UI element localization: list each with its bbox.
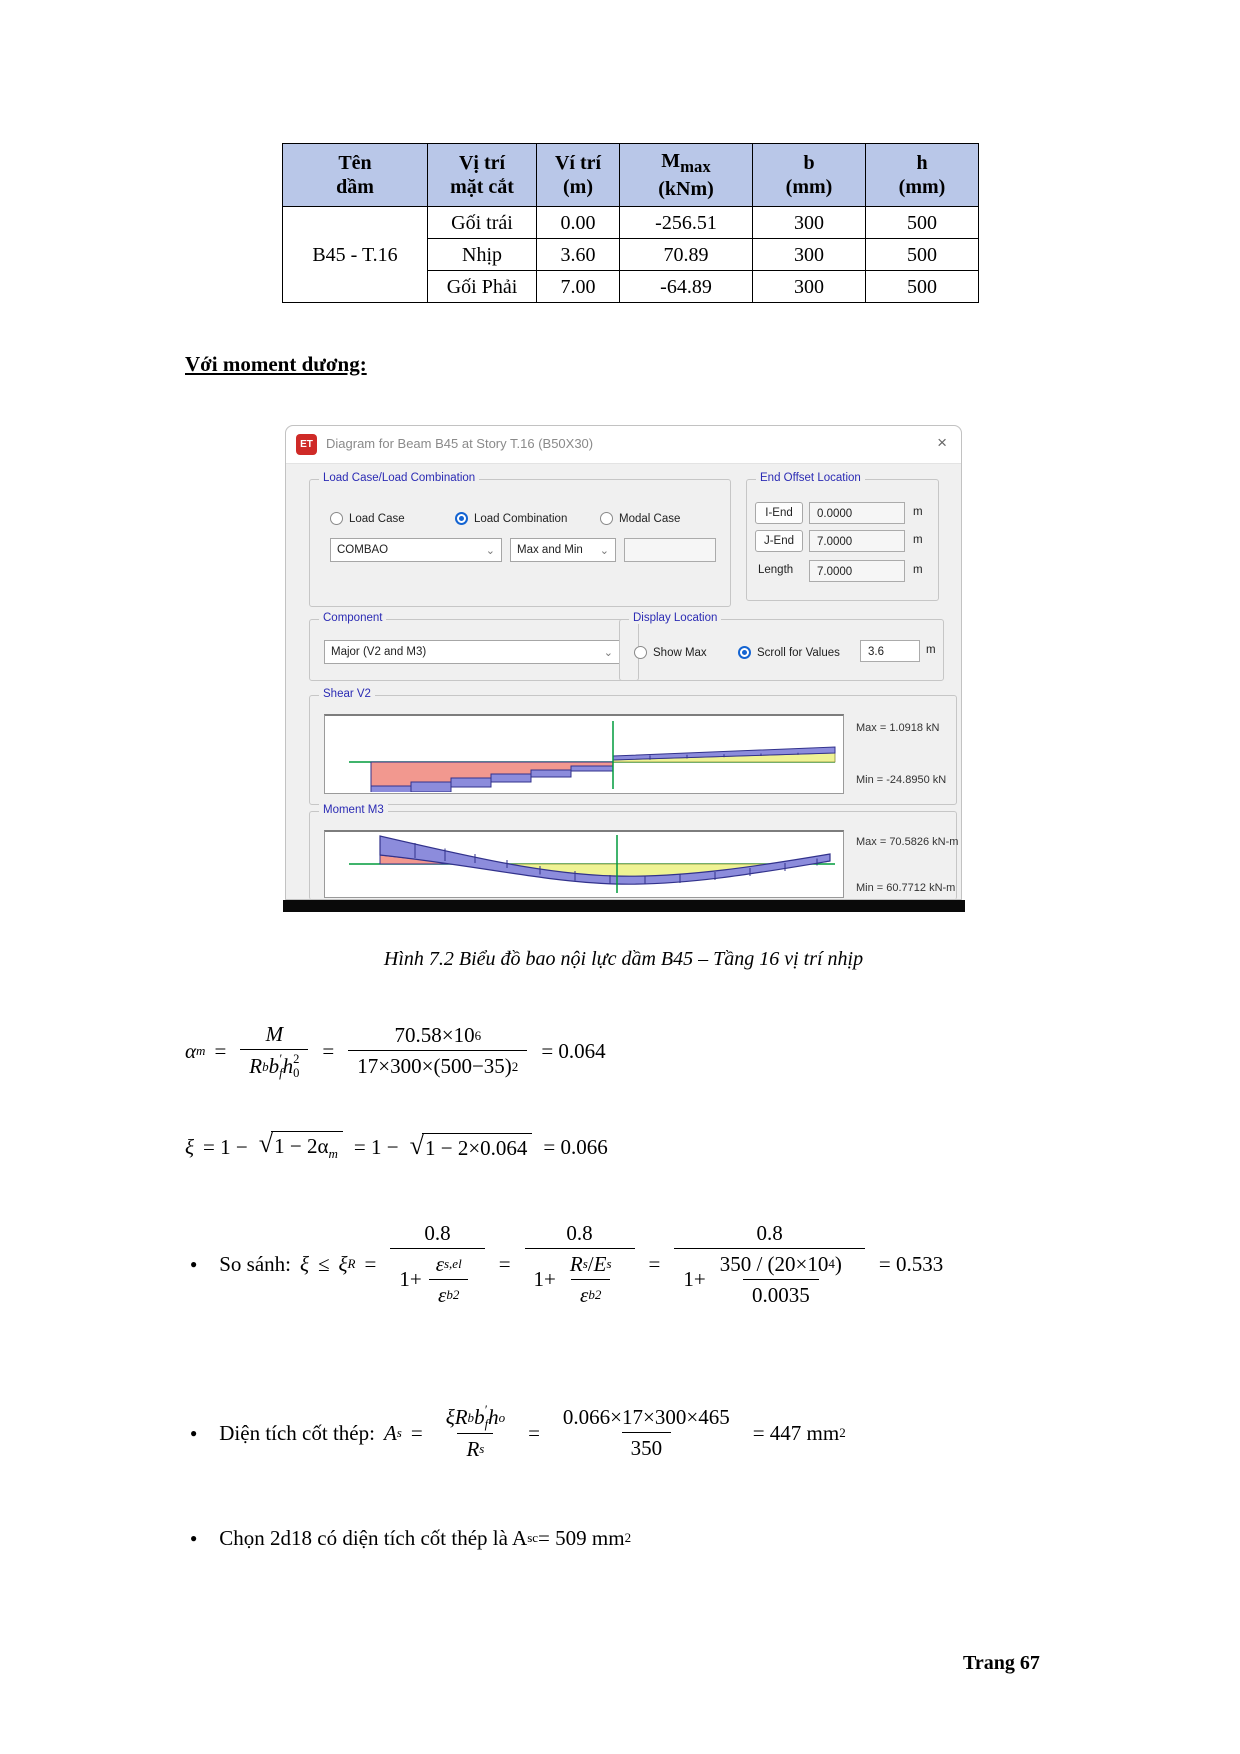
header-vi-tri-mat-cat: Vị trí mặt cắt xyxy=(428,144,537,207)
mmax-cell: -64.89 xyxy=(620,271,753,303)
scroll-location-input[interactable]: 3.6 xyxy=(860,640,920,662)
shear-v2-group xyxy=(309,688,957,805)
beam-table xyxy=(282,143,979,303)
square-root: √ $1 - 2\alpha_m$ xyxy=(259,1131,343,1162)
fraction: 70.58×10 6 17×300×(500−35) 2 xyxy=(348,1023,527,1079)
length-label: Length xyxy=(758,564,794,576)
length-value: 7.0000 xyxy=(809,560,905,582)
load-case-group-label: Load Case/Load Combination xyxy=(319,472,479,484)
moment-m3-group xyxy=(309,804,959,900)
formula-xi: ξ = 1 − √ $1 - 2\alpha_m$ = 1 − √ 1 − 2×0.064 = 0.066 xyxy=(185,1129,608,1162)
moment-min-value: Min = 60.7712 kN-m xyxy=(856,882,956,894)
fraction: 350 / (20×10 4 ) 0.0035 xyxy=(719,1251,842,1307)
square-root: √ 1 − 2×0.064 xyxy=(410,1133,533,1161)
x-cell: 0.00 xyxy=(537,207,620,239)
fraction: R s / E s ε b2 xyxy=(569,1251,612,1307)
h-cell: 500 xyxy=(866,271,979,303)
dialog-titlebar[interactable] xyxy=(286,426,961,464)
shear-min-value: Min = -24.8950 kN xyxy=(856,774,947,786)
combo-component[interactable]: Major (V2 and M3) ⌄ xyxy=(324,640,620,664)
radio-selected-icon[interactable] xyxy=(738,646,751,659)
scroll-location-unit: m xyxy=(926,644,936,656)
combo-load-combination[interactable]: COMBAO ⌄ xyxy=(330,538,502,562)
fraction: ε s,el ε b2 xyxy=(427,1252,471,1308)
shear-max-value: Max = 1.0918 kN xyxy=(856,722,940,734)
fraction: ξR b b ′ f h o R s xyxy=(445,1403,506,1461)
j-end-unit: m xyxy=(913,534,923,546)
section-heading: Với moment dương: xyxy=(185,352,367,376)
section-cell: Gối Phải xyxy=(428,271,537,303)
i-end-value: 0.0000 xyxy=(809,502,905,524)
component-group-label: Component xyxy=(319,612,386,624)
close-icon[interactable]: × xyxy=(937,433,947,452)
radio-load-combination[interactable]: Load Combination xyxy=(455,510,567,528)
bullet-icon: ● xyxy=(190,1530,198,1545)
header-b: b (mm) xyxy=(753,144,866,207)
chevron-down-icon: ⌄ xyxy=(603,646,613,659)
modal-case-input xyxy=(624,538,716,562)
shear-v2-group-label: Shear V2 xyxy=(319,688,375,700)
j-end-value: 7.0000 xyxy=(809,530,905,552)
combo-max-min[interactable]: Max and Min ⌄ xyxy=(510,538,616,562)
radio-show-max[interactable]: Show Max xyxy=(634,644,707,662)
bullet-icon: ● xyxy=(190,1256,198,1271)
chevron-down-icon: ⌄ xyxy=(485,544,495,557)
x-cell: 7.00 xyxy=(537,271,620,303)
section-cell: Gối trái xyxy=(428,207,537,239)
i-end-unit: m xyxy=(913,506,923,518)
b-cell: 300 xyxy=(753,207,866,239)
fraction: 0.8 1+ ε s,el ε b2 xyxy=(390,1221,484,1308)
bullet-icon: ● xyxy=(190,1425,198,1440)
j-end-button[interactable]: J-End xyxy=(755,530,803,552)
formula-alpha-m: α m = M R b b ′ f h 2 0 = 70.58×10 6 17×300×(500−35) 2 = 0.064 xyxy=(185,1022,606,1080)
figure-bottom-rule xyxy=(283,900,965,912)
h-cell: 500 xyxy=(866,207,979,239)
load-case-group xyxy=(309,472,731,607)
moment-max-value: Max = 70.5826 kN-m xyxy=(856,836,959,848)
display-location-group xyxy=(619,612,944,681)
moment-m3-group-label: Moment M3 xyxy=(319,804,388,816)
radio-load-case[interactable]: Load Case xyxy=(330,510,405,528)
moment-diagram xyxy=(325,832,843,896)
fraction: 0.8 1+ 350 / (20×10 4 ) 0.0035 xyxy=(674,1221,865,1308)
etabs-dialog xyxy=(285,425,962,900)
radio-circle-icon[interactable] xyxy=(330,512,343,525)
moment-m3-plot[interactable] xyxy=(324,830,844,898)
header-h: h (mm) xyxy=(866,144,979,207)
shear-diagram xyxy=(325,716,843,792)
etabs-app-icon: ET xyxy=(296,434,317,455)
b-cell: 300 xyxy=(753,239,866,271)
header-ten-dam: Tên dầm xyxy=(283,144,428,207)
bullet-chon-thep: ● Chọn 2d18 có diện tích cốt thép là A sc = 509 mm 2 xyxy=(190,1525,632,1550)
fraction: M R b b ′ f h 2 0 xyxy=(240,1022,308,1079)
figure-caption: Hình 7.2 Biểu đồ bao nội lực dầm B45 – Tầng 16 vị trí nhịp xyxy=(383,948,864,970)
header-vi-tri-m: Ví trí (m) xyxy=(537,144,620,207)
end-offset-group xyxy=(746,472,939,601)
dialog-title: Diagram for Beam B45 at Story T.16 (B50X30) xyxy=(326,436,594,451)
table-row xyxy=(283,207,979,239)
end-offset-group-label: End Offset Location xyxy=(756,472,865,484)
header-mmax: $M_{max}$ (kNm) xyxy=(620,144,753,207)
b-cell: 300 xyxy=(753,271,866,303)
chevron-down-icon: ⌄ xyxy=(599,544,609,557)
radio-circle-icon[interactable] xyxy=(600,512,613,525)
i-end-button[interactable]: I-End xyxy=(755,502,803,524)
length-unit: m xyxy=(913,564,923,576)
radio-scroll-for-values[interactable]: Scroll for Values xyxy=(738,644,840,662)
bullet-so-sanh: ● So sánh: ξ ≤ ξ R = 0.8 1+ ε s,el ε b2 = 0.8 1+ R s / E s ε b2 = 0.8 1+ 350 / (20×10 4 ) 0.0035 = 0.533 xyxy=(190,1220,944,1307)
radio-modal-case[interactable]: Modal Case xyxy=(600,510,680,528)
page-number: Trang 67 xyxy=(963,1652,1040,1674)
fraction: 0.8 1+ R s / E s ε b2 xyxy=(525,1221,635,1308)
beam-name-cell: B45 - T.16 xyxy=(283,207,428,303)
component-group xyxy=(309,612,639,681)
mmax-cell: -256.51 xyxy=(620,207,753,239)
radio-selected-icon[interactable] xyxy=(455,512,468,525)
section-cell: Nhịp xyxy=(428,239,537,271)
bullet-dien-tich: ● Diện tích cốt thép: A s = ξR b b ′ f h o R s = $\frac{0.066\times 17\times 300\times 465}{350}$ = 447 mm 2 xyxy=(190,1403,846,1461)
h-cell: 500 xyxy=(866,239,979,271)
display-location-group-label: Display Location xyxy=(629,612,721,624)
x-cell: 3.60 xyxy=(537,239,620,271)
shear-v2-plot[interactable] xyxy=(324,714,844,794)
radio-circle-icon[interactable] xyxy=(634,646,647,659)
fraction: $\frac{0.066\times 17\times 300\times 465}{350}$ xyxy=(562,1405,730,1460)
mmax-cell: 70.89 xyxy=(620,239,753,271)
